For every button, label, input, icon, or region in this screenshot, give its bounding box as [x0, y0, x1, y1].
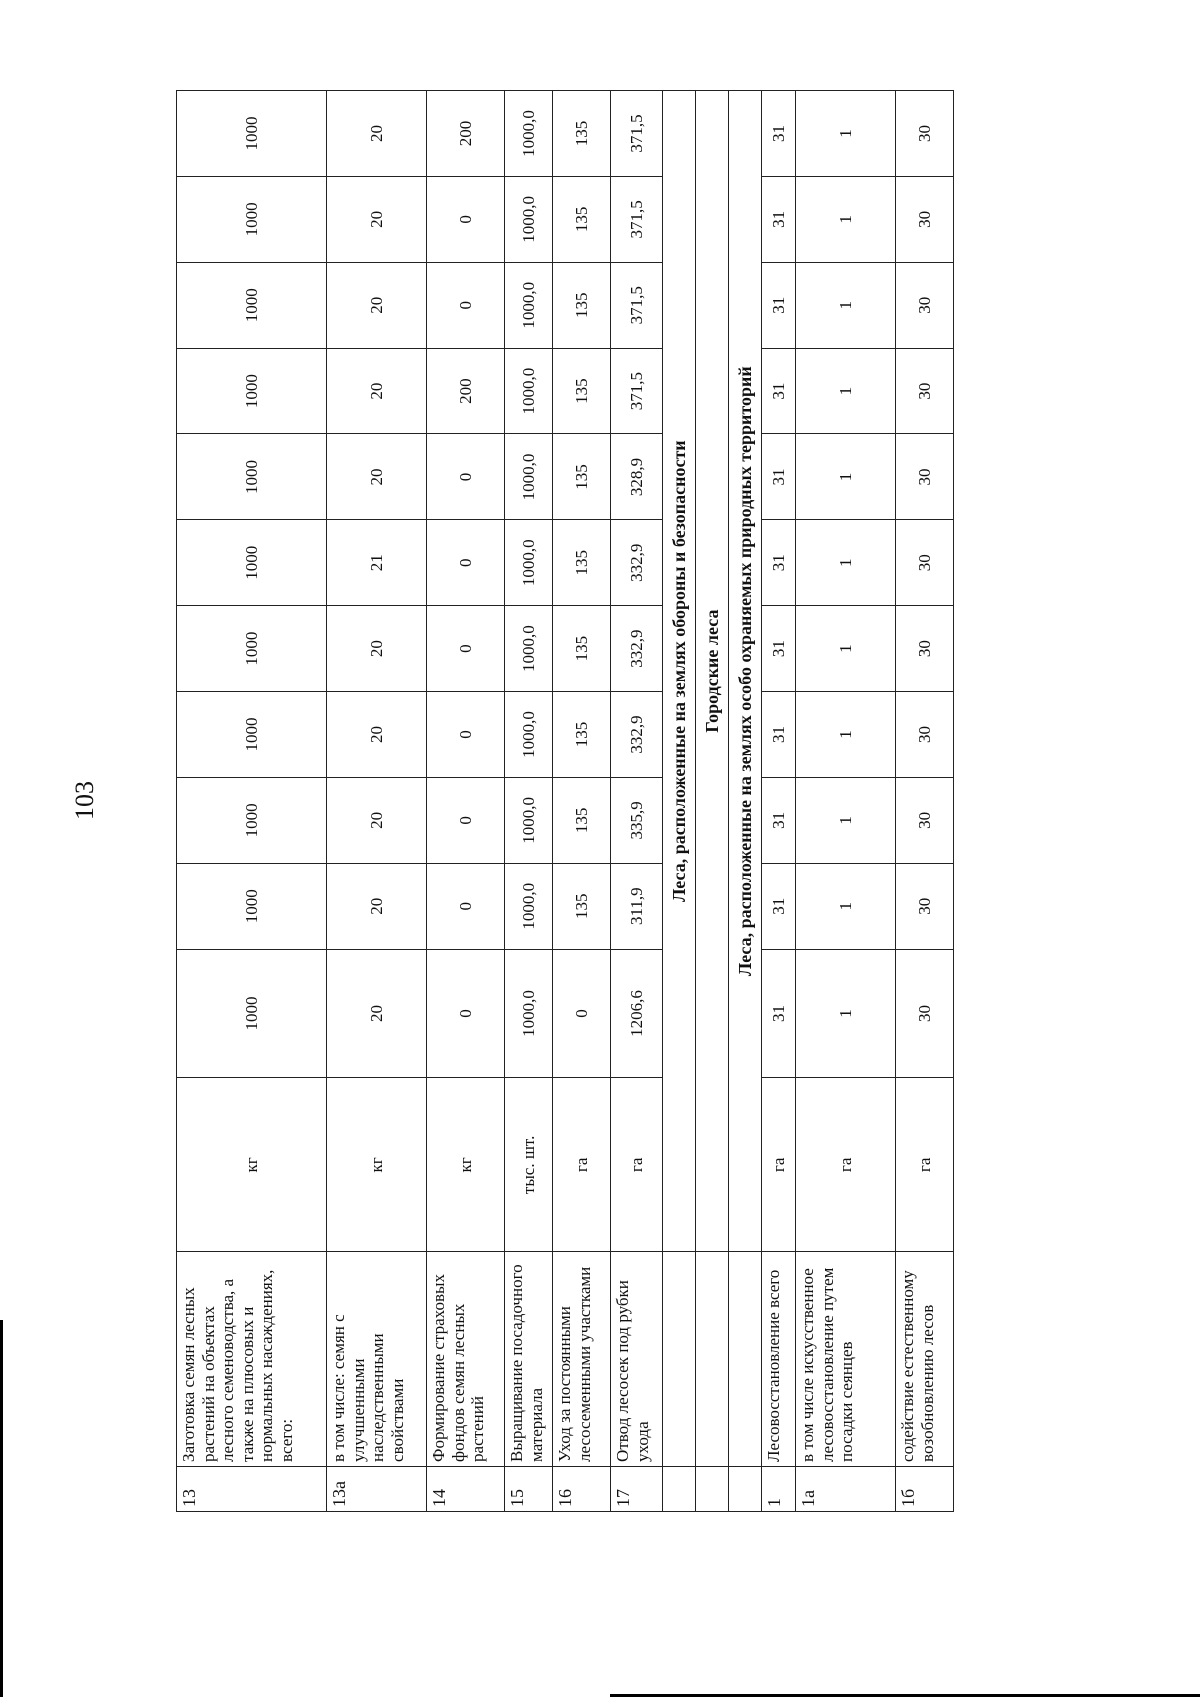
value-cell: 135	[553, 692, 611, 778]
value-cell: 332,9	[611, 692, 663, 778]
value-cell: 31	[762, 777, 796, 863]
unit-cell: кг	[327, 1078, 427, 1252]
value-cell: 1	[796, 91, 896, 177]
value-cell: 135	[553, 262, 611, 348]
measure-name: Формирование страховых фондов семян лесных растений	[427, 1252, 505, 1467]
value-cell: 1000,0	[505, 434, 553, 520]
value-cell: 1000	[177, 348, 327, 434]
value-cell: 0	[427, 520, 505, 606]
value-cell: 135	[553, 434, 611, 520]
value-cell: 1	[796, 949, 896, 1078]
empty-cell	[696, 1252, 729, 1467]
empty-cell	[663, 1466, 696, 1511]
value-cell: 30	[896, 692, 954, 778]
value-cell: 135	[553, 863, 611, 949]
measure-name: в том числе искусственное лесовосстановление путем посадки сеянцев	[796, 1252, 896, 1467]
value-cell: 20	[327, 348, 427, 434]
scan-edge-left	[0, 1320, 3, 1697]
value-cell: 1000	[177, 520, 327, 606]
value-cell: 1000	[177, 863, 327, 949]
measure-name: Уход за постоянными лесосеменными участками	[553, 1252, 611, 1467]
section-heading: Леса, расположенные на землях особо охраняемых природных территорий	[729, 91, 762, 1252]
value-cell: 335,9	[611, 777, 663, 863]
value-cell: 1000	[177, 262, 327, 348]
section-heading: Городские леса	[696, 91, 729, 1252]
value-cell: 0	[427, 692, 505, 778]
value-cell: 200	[427, 348, 505, 434]
empty-cell	[696, 1466, 729, 1511]
value-cell: 31	[762, 520, 796, 606]
forest-measures-table	[176, 90, 954, 1512]
value-cell: 1	[796, 262, 896, 348]
row-number: 16	[553, 1466, 611, 1511]
value-cell: 1000,0	[505, 176, 553, 262]
measure-name: Отвод лесосек под рубки ухода	[611, 1252, 663, 1467]
value-cell: 1	[796, 692, 896, 778]
unit-cell: га	[553, 1078, 611, 1252]
empty-cell	[729, 1252, 762, 1467]
value-cell: 1000	[177, 176, 327, 262]
value-cell: 0	[427, 262, 505, 348]
table-row	[896, 91, 954, 1512]
value-cell: 20	[327, 949, 427, 1078]
value-cell: 1	[796, 520, 896, 606]
value-cell: 200	[427, 91, 505, 177]
value-cell: 30	[896, 949, 954, 1078]
row-number: 1	[762, 1466, 796, 1511]
value-cell: 30	[896, 777, 954, 863]
value-cell: 20	[327, 777, 427, 863]
value-cell: 1	[796, 777, 896, 863]
value-cell: 332,9	[611, 606, 663, 692]
page-number: 103	[70, 781, 99, 820]
row-number: 14	[427, 1466, 505, 1511]
value-cell: 1000	[177, 434, 327, 520]
empty-cell	[663, 1252, 696, 1467]
value-cell: 20	[327, 262, 427, 348]
table-row	[427, 91, 505, 1512]
measure-name: Заготовка семян лесных растений на объектах лесного семеноводства, а также на плюсовых и нормальных насаждениях, всего:	[177, 1252, 327, 1467]
value-cell: 31	[762, 692, 796, 778]
value-cell: 1000,0	[505, 692, 553, 778]
value-cell: 1000,0	[505, 606, 553, 692]
value-cell: 135	[553, 348, 611, 434]
value-cell: 1206,6	[611, 949, 663, 1078]
value-cell: 30	[896, 434, 954, 520]
value-cell: 20	[327, 91, 427, 177]
value-cell: 1000,0	[505, 91, 553, 177]
value-cell: 31	[762, 949, 796, 1078]
value-cell: 1	[796, 348, 896, 434]
table-body	[177, 91, 954, 1512]
table-row	[611, 91, 663, 1512]
value-cell: 1000,0	[505, 348, 553, 434]
value-cell: 371,5	[611, 176, 663, 262]
value-cell: 30	[896, 606, 954, 692]
value-cell: 1000,0	[505, 520, 553, 606]
value-cell: 0	[427, 863, 505, 949]
value-cell: 311,9	[611, 863, 663, 949]
value-cell: 20	[327, 863, 427, 949]
value-cell: 30	[896, 91, 954, 177]
table-row	[796, 91, 896, 1512]
unit-cell: кг	[427, 1078, 505, 1252]
row-number: 1а	[796, 1466, 896, 1511]
value-cell: 0	[427, 176, 505, 262]
value-cell: 371,5	[611, 348, 663, 434]
value-cell: 1000,0	[505, 777, 553, 863]
value-cell: 328,9	[611, 434, 663, 520]
value-cell: 31	[762, 606, 796, 692]
row-number: 17	[611, 1466, 663, 1511]
value-cell: 30	[896, 863, 954, 949]
empty-cell	[729, 1466, 762, 1511]
value-cell: 1000	[177, 949, 327, 1078]
value-cell: 0	[427, 777, 505, 863]
value-cell: 31	[762, 434, 796, 520]
value-cell: 31	[762, 863, 796, 949]
table-row	[505, 91, 553, 1512]
value-cell: 21	[327, 520, 427, 606]
unit-cell: га	[896, 1078, 954, 1252]
value-cell: 1000,0	[505, 949, 553, 1078]
row-number: 13	[177, 1466, 327, 1511]
measure-name: содействие естественному возобновлению лесов	[896, 1252, 954, 1467]
value-cell: 371,5	[611, 262, 663, 348]
value-cell: 31	[762, 176, 796, 262]
section-heading: Леса, расположенные на землях обороны и безопасности	[663, 91, 696, 1252]
measure-name: Лесовосстановление всего	[762, 1252, 796, 1467]
section-row	[663, 91, 696, 1512]
table-row	[177, 91, 327, 1512]
value-cell: 0	[553, 949, 611, 1078]
value-cell: 1000	[177, 777, 327, 863]
section-row	[729, 91, 762, 1512]
value-cell: 20	[327, 692, 427, 778]
value-cell: 1000,0	[505, 262, 553, 348]
value-cell: 135	[553, 176, 611, 262]
value-cell: 31	[762, 91, 796, 177]
row-number: 1б	[896, 1466, 954, 1511]
value-cell: 1000,0	[505, 863, 553, 949]
unit-cell: га	[796, 1078, 896, 1252]
value-cell: 20	[327, 434, 427, 520]
row-number: 13а	[327, 1466, 427, 1511]
measure-name: Выращивание посадочного материала	[505, 1252, 553, 1467]
rotated-page-content	[176, 90, 976, 1512]
unit-cell: га	[762, 1078, 796, 1252]
unit-cell: га	[611, 1078, 663, 1252]
value-cell: 30	[896, 348, 954, 434]
value-cell: 1000	[177, 692, 327, 778]
section-row	[696, 91, 729, 1512]
value-cell: 0	[427, 949, 505, 1078]
value-cell: 332,9	[611, 520, 663, 606]
value-cell: 31	[762, 262, 796, 348]
value-cell: 30	[896, 176, 954, 262]
row-number: 15	[505, 1466, 553, 1511]
value-cell: 135	[553, 91, 611, 177]
value-cell: 135	[553, 606, 611, 692]
measure-name: в том числе: семян с улучшенными наследственными свойствами	[327, 1252, 427, 1467]
value-cell: 0	[427, 434, 505, 520]
value-cell: 30	[896, 262, 954, 348]
value-cell: 1000	[177, 91, 327, 177]
value-cell: 30	[896, 520, 954, 606]
value-cell: 135	[553, 777, 611, 863]
value-cell: 1	[796, 863, 896, 949]
unit-cell: кг	[177, 1078, 327, 1252]
value-cell: 20	[327, 176, 427, 262]
value-cell: 1000	[177, 606, 327, 692]
table-row	[762, 91, 796, 1512]
unit-cell: тыс. шт.	[505, 1078, 553, 1252]
value-cell: 1	[796, 606, 896, 692]
value-cell: 371,5	[611, 91, 663, 177]
value-cell: 0	[427, 606, 505, 692]
value-cell: 135	[553, 520, 611, 606]
value-cell: 31	[762, 348, 796, 434]
table-row	[553, 91, 611, 1512]
table-row	[327, 91, 427, 1512]
value-cell: 20	[327, 606, 427, 692]
value-cell: 1	[796, 434, 896, 520]
value-cell: 1	[796, 176, 896, 262]
